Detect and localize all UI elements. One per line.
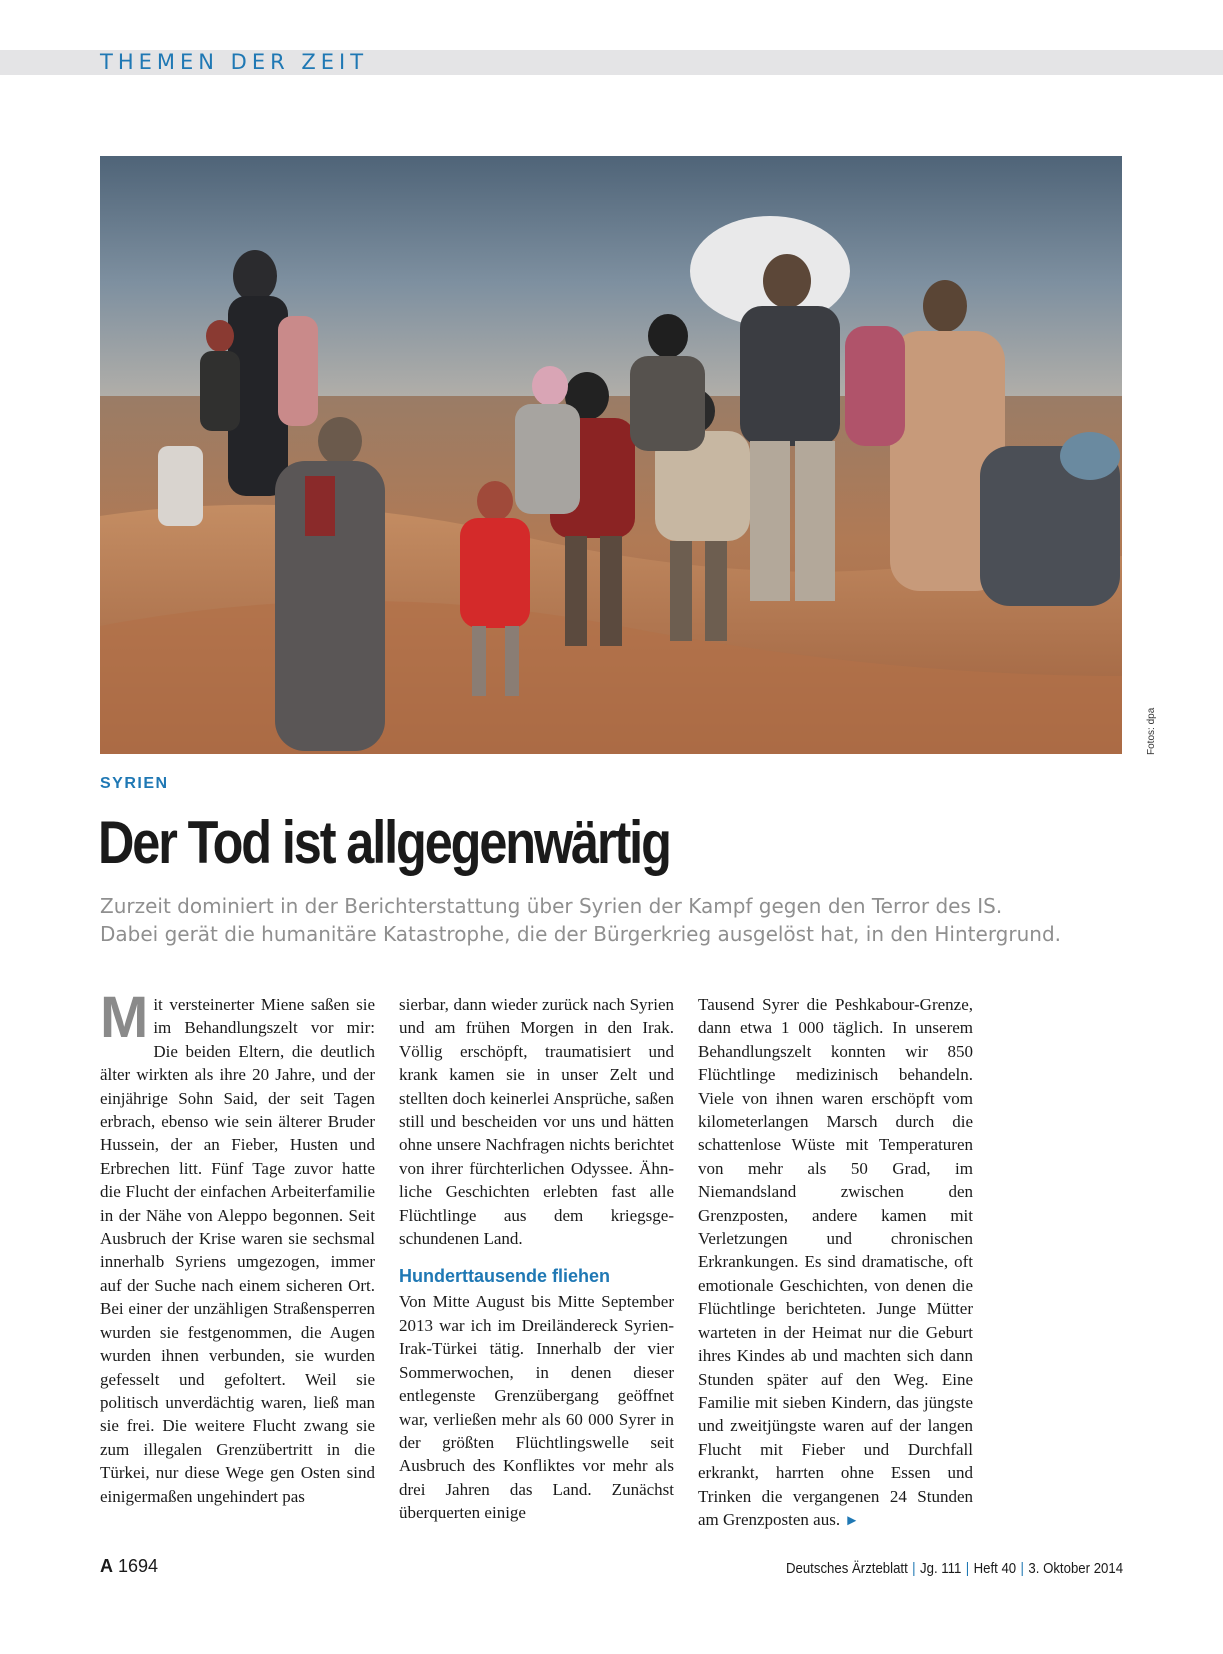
journal-issue: Heft 40 — [973, 1560, 1017, 1577]
continue-arrow-icon: ► — [844, 1512, 860, 1529]
article-kicker: SYRIEN — [100, 775, 169, 792]
article-column-1 — [100, 985, 375, 1508]
column-2-text-a: sierbar, dann wieder zurück nach Syrien und am frühen Morgen in den Irak. Völlig erschöpft, traumatisiert und krank kamen sie in unser Zelt und stellten doch keinerlei Ansprüche, saßen still und bescheiden vor uns und hätten ohne unsere Nachfragen nichts berichtet von ihrer fürchterlichen Odyssee. Ähnliche Geschichten erlebten fast alle Flüchtlinge aus dem kriegsgeschundenen Land. — [399, 995, 674, 1249]
article-subhead: Hunderttausende fliehen — [399, 1266, 611, 1287]
lead-line-2: Dabei gerät die humanitäre Katastrophe, die der Bürgerkrieg ausgelöst hat, in den Hintergrund. — [100, 922, 1062, 946]
journal-date: 3. Oktober 2014 — [1028, 1560, 1123, 1577]
photo-credit: Fotos: dpa — [1146, 707, 1157, 755]
footer-separator: | — [912, 1560, 916, 1577]
article-lead — [100, 892, 1140, 948]
page-prefix: A — [100, 1556, 113, 1576]
article-headline: Der Tod ist allgegenwärtig — [98, 809, 670, 876]
article-column-2 — [399, 993, 674, 1525]
refugees-photo-illustration — [100, 156, 1122, 754]
journal-name: Deutsches Ärzteblatt — [785, 1560, 908, 1577]
column-1-text: it versteinerter Miene saßen sie im Behandlungszelt vor mir: Die beiden Eltern, die deutlich älter wirkten als ihre 20 Jahre, und der einjährige Sohn Said, der seit Tagen erbrach, ebenso wie sein älterer Bruder Hussein, der an Fieber, Husten und Erbrechen litt. Fünf Tage zuvor hatte die Flucht der einfachen Arbeiterfamilie in der Nähe von Aleppo begonnen. Seit Ausbruch der Krise waren sie sechsmal innerhalb Syriens umgezogen, immer auf der Suche nach einem sicheren Ort. Bei einer der unzähligen Straßensperren wurden sie festgenommen, die Augen wurden ihnen verbunden, sie wurden gefesselt und gefoltert. Weil sie politisch unverdächtig waren, ließ man sie frei. Die weitere Flucht zwang sie zum illegalen Grenzübertritt in die Türkei, nur diese Wege gen Osten sind einigermaßen ungehindert pas — [100, 995, 375, 1506]
page-number-value: 1694 — [118, 1556, 159, 1576]
section-label: THEMEN DER ZEIT — [100, 50, 369, 74]
column-3-paragraph — [698, 993, 973, 1533]
article-photo — [100, 156, 1122, 754]
page-number — [100, 1556, 158, 1577]
journal-footer — [786, 1560, 1123, 1577]
footer-separator: | — [1020, 1560, 1024, 1577]
drop-cap: M — [100, 985, 149, 1050]
lead-line-1: Zurzeit dominiert in der Berichterstattung über Syrien der Kampf gegen den Terror des IS. — [100, 894, 1003, 918]
footer-separator: | — [965, 1560, 970, 1577]
column-2-text-b: Von Mitte August bis Mitte September 2013 war ich im Dreiländereck Syrien-Irak-Türkei tätig. Innerhalb der vier Sommerwochen, in denen dieser entlegenste Grenzübergang geöffnet war, verließen mehr als 60 000 Syrer in der größten Flüchtlingswelle seit Ausbruch des Konfliktes vor mehr als drei Jahren das Land. Zunächst überquerten einige — [399, 1292, 674, 1523]
column-3-text: Tausend Syrer die Peshkabour-Grenze, dann etwa 1 000 täglich. In unserem Behandlungszelt konnten wir 850 Flüchtlinge medizinisch behandeln. Viele von ihnen waren erschöpft vom kilometerlangen Marsch durch die schattenlose Wüste mit Temperaturen von mehr als 50 Grad, im Niemandsland zwischen den Grenzposten, andere kamen mit Verletzungen und chronischen Erkrankungen. Es sind dramatische, oft emotionale Geschichten, von denen die Flüchtlinge berichteten. Junge Mütter warteten in der Heimat nur die Geburt ihres Kindes ab und machten sich dann Stunden später auf den Weg. Eine Familie mit sieben Kindern, das jüngste und zweitjüngste waren auf der langen Flucht mit Fieber und Durchfall erkrankt, harrten ohne Essen und Trinken die vergangenen 24 Stunden am Grenzposten aus. — [698, 995, 973, 1529]
journal-volume: Jg. 111 — [919, 1560, 962, 1577]
article-column-3 — [698, 993, 973, 1533]
